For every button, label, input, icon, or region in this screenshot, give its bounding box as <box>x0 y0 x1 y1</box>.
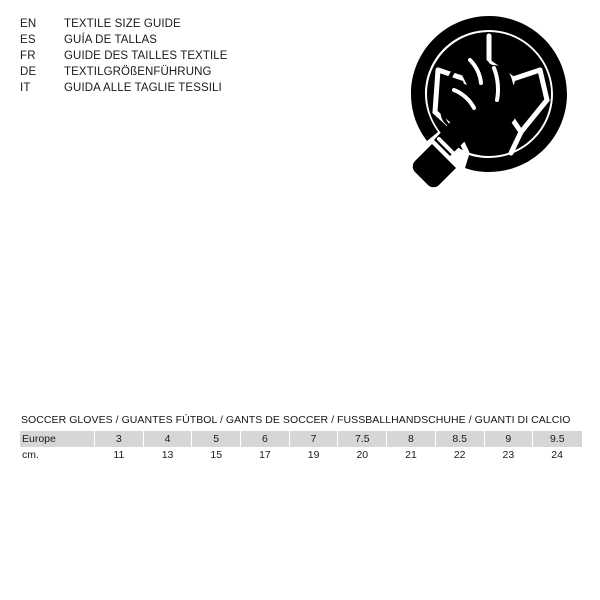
table-cell: 3 <box>95 431 144 447</box>
legend-language-code: FR <box>20 50 36 62</box>
table-cell: 5 <box>192 431 241 447</box>
table-cell: 13 <box>143 447 192 463</box>
legend-language-code: IT <box>20 82 31 94</box>
legend-language-code: ES <box>20 34 36 46</box>
table-cell: 15 <box>192 447 241 463</box>
legend-row <box>20 32 310 48</box>
table-cell: 7.5 <box>338 431 387 447</box>
legend-language-text: GUIDA ALLE TAGLIE TESSILI <box>64 82 222 94</box>
legend-row <box>20 48 310 64</box>
size-table-title: SOCCER GLOVES / GUANTES FÚTBOL / GANTS DE SOCCER / FUSSBALLHANDSCHUHE / GUANTI DI CALCIO <box>21 414 571 426</box>
language-legend <box>20 16 310 96</box>
table-cell: 21 <box>387 447 436 463</box>
table-cell: 9 <box>484 431 533 447</box>
row-label: cm. <box>20 447 95 463</box>
table-row <box>20 447 582 463</box>
table-cell: 8.5 <box>435 431 484 447</box>
legend-row <box>20 80 310 96</box>
legend-language-code: DE <box>20 66 37 78</box>
legend-row <box>20 64 310 80</box>
table-cell: 6 <box>241 431 290 447</box>
table-cell: 19 <box>289 447 338 463</box>
legend-row <box>20 16 310 32</box>
size-table <box>20 431 582 463</box>
table-cell: 22 <box>435 447 484 463</box>
table-cell: 8 <box>387 431 436 447</box>
table-cell: 7 <box>289 431 338 447</box>
legend-language-text: TEXTILGRÖßENFÜHRUNG <box>64 66 212 78</box>
row-label: Europe <box>20 431 95 447</box>
table-cell: 20 <box>338 447 387 463</box>
size-table-section <box>20 414 582 463</box>
table-cell: 4 <box>143 431 192 447</box>
legend-language-text: TEXTILE SIZE GUIDE <box>64 18 181 30</box>
soccer-goalkeeper-glove-and-ball-icon <box>394 8 584 198</box>
table-cell: 11 <box>95 447 144 463</box>
legend-language-code: EN <box>20 18 37 30</box>
table-cell: 24 <box>533 447 582 463</box>
table-cell: 23 <box>484 447 533 463</box>
legend-language-text: GUIDE DES TAILLES TEXTILE <box>64 50 228 62</box>
table-cell: 9.5 <box>550 433 565 445</box>
table-cell: 17 <box>241 447 290 463</box>
table-row <box>20 431 582 447</box>
legend-language-text: GUÍA DE TALLAS <box>64 34 158 46</box>
